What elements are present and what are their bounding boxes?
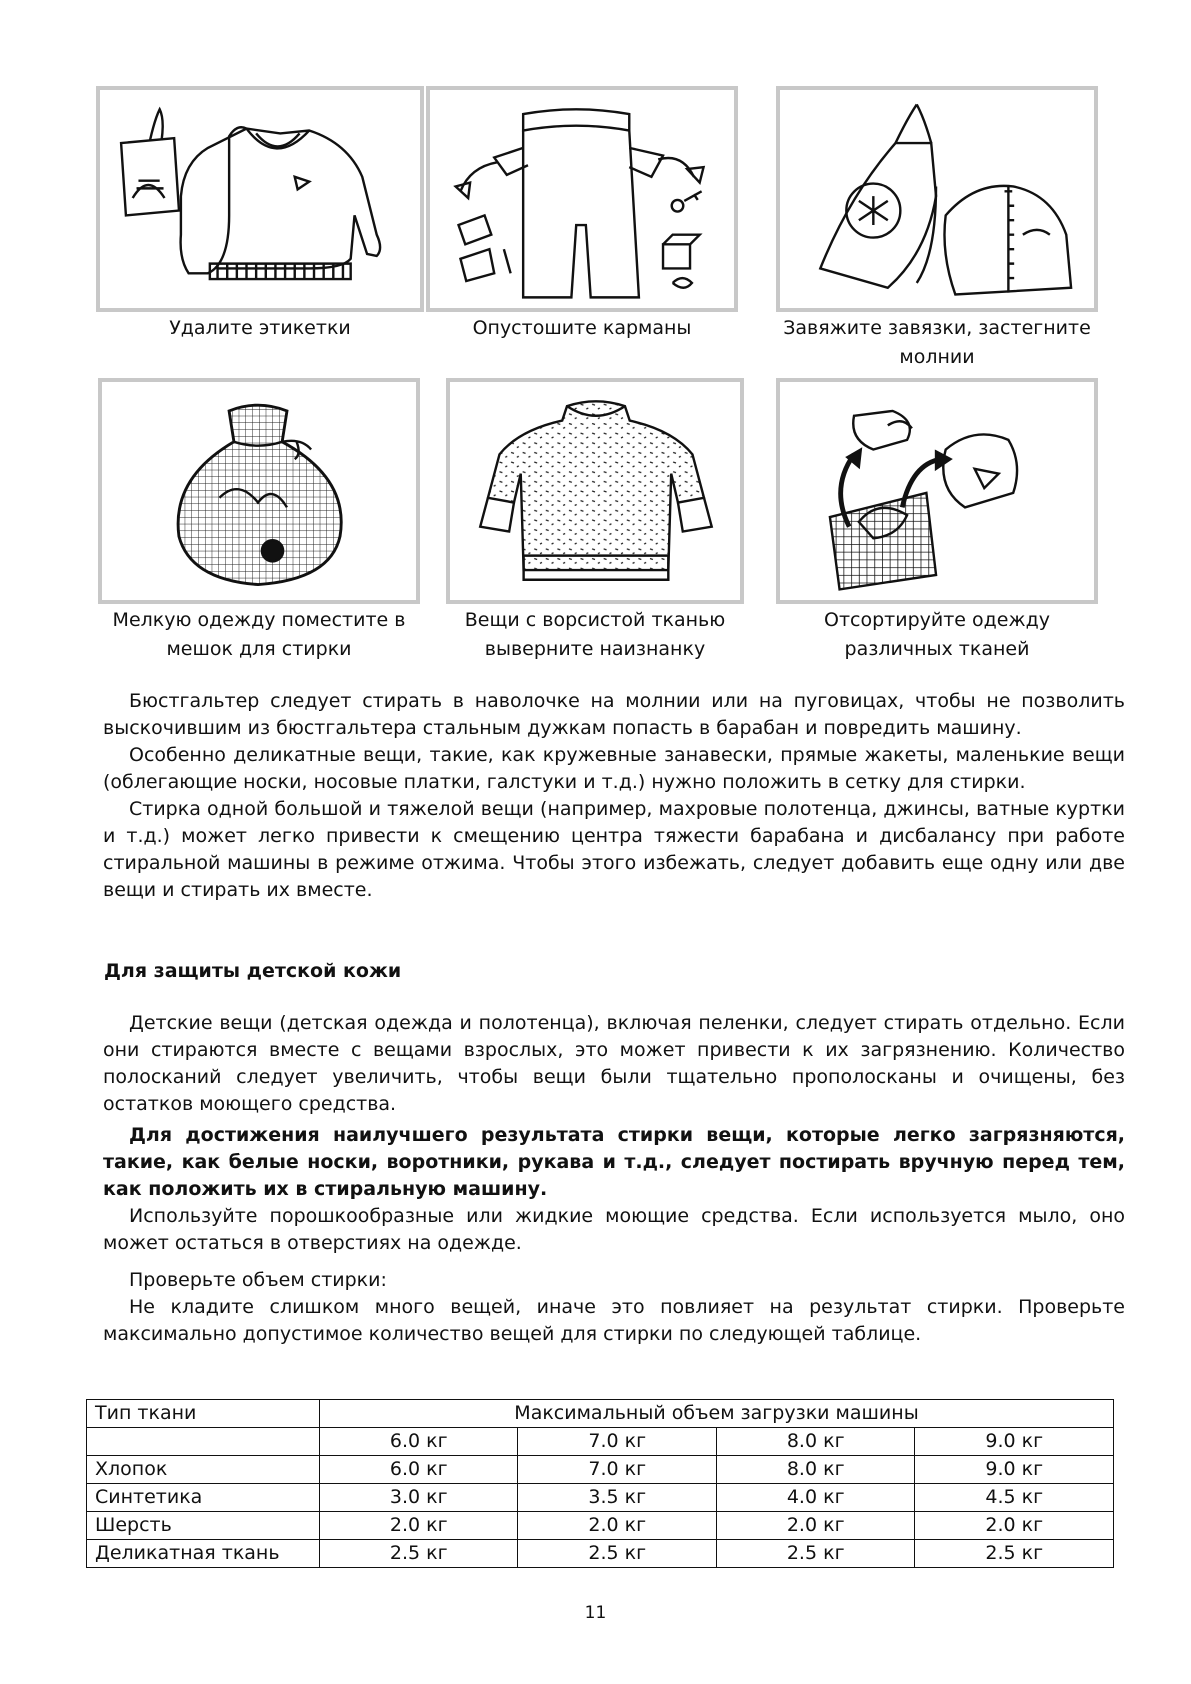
value-cell: 2.5 кг <box>320 1540 518 1568</box>
caption-line: Вещи с ворсистой тканью <box>464 609 726 631</box>
laundry-net-bag-icon <box>102 382 416 600</box>
figure-caption <box>760 314 1114 372</box>
paragraph: Особенно деликатные вещи, такие, как кружевные занавески, прямые жакеты, маленькие вещи (облегающие носки, носовые платки, галстуки и т.д.) нужно положить в сетку для стирки. <box>103 744 1125 793</box>
caption-line: Опустошите карманы <box>472 317 692 339</box>
fluffy-sweater-icon <box>450 382 740 600</box>
fabric-cell: Деликатная ткань <box>87 1540 320 1568</box>
sort-clothes-basket-icon <box>780 382 1094 600</box>
value-cell: 4.0 кг <box>716 1484 914 1512</box>
check-load-paragraphs <box>103 1267 1125 1348</box>
caption-line: Мелкую одежду поместите в <box>112 609 406 631</box>
paragraph: Бюстгальтер следует стирать в наволочке на молнии или на пуговицах, чтобы не позволить выскочившим из бюстгальтера стальным дужкам попасть в барабан и повредить машину. <box>103 690 1125 739</box>
value-cell: 2.0 кг <box>915 1512 1114 1540</box>
value-cell: 3.0 кг <box>320 1484 518 1512</box>
caption-line: Удалите этикетки <box>169 317 351 339</box>
caption-line: Завяжите завязки, застегните <box>783 317 1091 339</box>
value-cell: 4.5 кг <box>915 1484 1114 1512</box>
check-title: Проверьте объем стирки: <box>129 1269 387 1291</box>
table-row <box>87 1456 1114 1484</box>
figure-caption <box>86 314 434 343</box>
tie-straps-zip-icon <box>780 90 1094 308</box>
value-cell: 2.0 кг <box>320 1512 518 1540</box>
capacity-cell: 7.0 кг <box>518 1428 716 1456</box>
figure-caption <box>78 606 440 664</box>
figure-caption <box>416 314 748 343</box>
capacity-cell: 8.0 кг <box>716 1428 914 1456</box>
table-row <box>87 1484 1114 1512</box>
caption-line: различных тканей <box>844 638 1030 660</box>
max-load-table <box>86 1399 1114 1568</box>
table-capacity-row <box>87 1428 1114 1456</box>
fabric-cell: Хлопок <box>87 1456 320 1484</box>
capacity-cell: 6.0 кг <box>320 1428 518 1456</box>
caption-line: Отсортируйте одежду <box>824 609 1050 631</box>
value-cell: 6.0 кг <box>320 1456 518 1484</box>
value-cell: 8.0 кг <box>716 1456 914 1484</box>
value-cell: 9.0 кг <box>915 1456 1114 1484</box>
paragraph: Не кладите слишком много вещей, иначе это повлияет на результат стирки. Проверьте максимально допустимое количество вещей для стирки по следующей таблице. <box>103 1296 1125 1345</box>
trousers-empty-pockets-icon <box>430 90 734 308</box>
paragraph-bold: Для достижения наилучшего результата стирки вещи, которые легко загрязняются, такие, как белые носки, воротники, рукава и т.д., следует постирать вручную перед тем, как положить их в стиральную машину. <box>103 1124 1125 1200</box>
fabric-type-header: Тип ткани <box>87 1400 320 1428</box>
child-skin-paragraphs <box>103 1010 1125 1257</box>
capacity-cell: 9.0 кг <box>915 1428 1114 1456</box>
bra-washing-paragraphs <box>103 688 1125 904</box>
section-heading: Для защиты детской кожи <box>104 960 402 982</box>
paragraph: Стирка одной большой и тяжелой вещи (например, махровые полотенца, джинсы, ватные куртки и т.д.) может легко привести к смещению центра тяжести барабана и дисбалансу при работе стиральной машины в режиме отжима. Чтобы этого избежать, следует добавить еще одну или две вещи и стирать их вместе. <box>103 798 1125 901</box>
value-cell: 7.0 кг <box>518 1456 716 1484</box>
value-cell: 2.5 кг <box>915 1540 1114 1568</box>
caption-line: молнии <box>899 346 975 368</box>
sweater-with-label-icon <box>100 90 420 308</box>
figure-caption <box>426 606 764 664</box>
figure-caption <box>760 606 1114 664</box>
value-cell: 2.0 кг <box>716 1512 914 1540</box>
fabric-cell: Шерсть <box>87 1512 320 1540</box>
page-number: 11 <box>584 1603 607 1623</box>
table-header-row <box>87 1400 1114 1428</box>
caption-line: мешок для стирки <box>166 638 352 660</box>
paragraph: Используйте порошкообразные или жидкие моющие средства. Если используется мыло, оно может остаться в отверстиях на одежде. <box>103 1205 1125 1254</box>
value-cell: 2.5 кг <box>518 1540 716 1568</box>
value-cell: 3.5 кг <box>518 1484 716 1512</box>
value-cell: 2.5 кг <box>716 1540 914 1568</box>
table-row <box>87 1540 1114 1568</box>
table-cell-empty <box>87 1428 320 1456</box>
caption-line: выверните наизнанку <box>484 638 706 660</box>
max-load-header: Максимальный объем загрузки машины <box>320 1400 1114 1428</box>
table-row <box>87 1512 1114 1540</box>
fabric-cell: Синтетика <box>87 1484 320 1512</box>
paragraph: Детские вещи (детская одежда и полотенца), включая пеленки, следует стирать отдельно. Если они стираются вместе с вещами взрослых, это может привести к их загрязнению. Количество полосканий следует увеличить, чтобы вещи были тщательно прополосканы и очищены, без остатков моющего средства. <box>103 1012 1125 1115</box>
value-cell: 2.0 кг <box>518 1512 716 1540</box>
